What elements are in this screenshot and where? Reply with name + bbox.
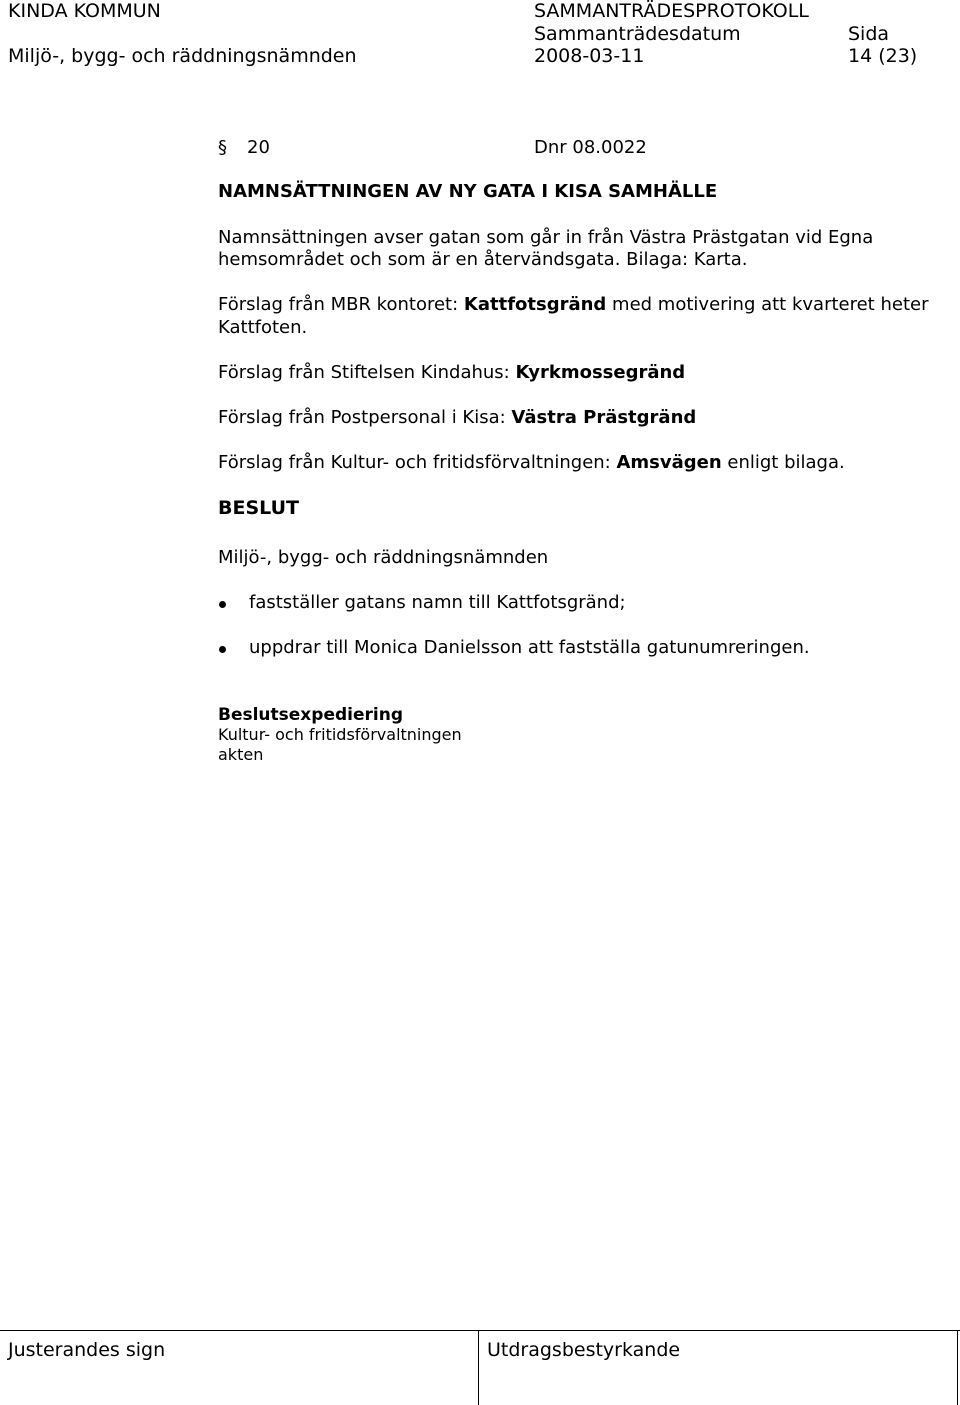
- proposal-kultur: [218, 454, 845, 472]
- proposal-prefix: Förslag från Kultur- och fritidsförvaltningen:: [218, 452, 617, 473]
- proposal-name: Kyrkmossegränd: [515, 362, 686, 383]
- bullet-icon: [219, 601, 226, 608]
- proposal-prefix: Förslag från Stiftelsen Kindahus:: [218, 362, 516, 383]
- certification-label: Utdragsbestyrkande: [487, 1339, 681, 1361]
- signature-footer: [0, 1330, 960, 1405]
- org-name: KINDA KOMMUN: [8, 0, 161, 22]
- proposal-kindahus: [218, 364, 685, 382]
- proposal-name: Kattfotsgränd: [463, 294, 607, 315]
- proposal-suffix: enligt bilaga.: [721, 452, 845, 473]
- decision-body: Miljö-, bygg- och räddningsnämnden: [218, 547, 549, 568]
- certification-box: [479, 1331, 958, 1405]
- proposal-suffix: med motivering att kvarteret heter: [606, 294, 929, 315]
- proposal-prefix: Förslag från MBR kontoret:: [218, 294, 464, 315]
- initials-box: [0, 1331, 479, 1405]
- proposal-prefix: Förslag från Postpersonal i Kisa:: [218, 407, 512, 428]
- proposal-postpersonal: [218, 409, 696, 427]
- page-number: 14 (23): [848, 45, 918, 67]
- proposal-mbr-line-2: Kattfoten.: [218, 317, 308, 338]
- proposal-name: Västra Prästgränd: [511, 407, 697, 428]
- case-title: NAMNSÄTTNINGEN AV NY GATA I KISA SAMHÄLLE: [218, 181, 718, 202]
- document-type: SAMMANTRÄDESPROTOKOLL: [534, 0, 809, 22]
- intro-line-2: hemsområdet och som är en återvändsgata. Bilaga: Karta.: [218, 249, 748, 270]
- meeting-date: 2008-03-11: [534, 45, 645, 67]
- page-label: Sida: [848, 23, 890, 45]
- expedition-recipient: akten: [218, 745, 264, 764]
- diary-number: Dnr 08.0022: [534, 137, 647, 158]
- paragraph-symbol: §: [218, 137, 227, 158]
- expedition-recipient: Kultur- och fritidsförvaltningen: [218, 725, 462, 744]
- decision-item: uppdrar till Monica Danielsson att fastställa gatunumreringen.: [249, 637, 810, 658]
- decision-item: fastställer gatans namn till Kattfotsgränd;: [249, 592, 626, 613]
- initials-label: Justerandes sign: [8, 1339, 166, 1361]
- date-label: Sammanträdesdatum: [534, 23, 741, 45]
- decision-heading: BESLUT: [218, 497, 299, 519]
- committee-name: Miljö-, bygg- och räddningsnämnden: [8, 45, 357, 67]
- intro-line-1: Namnsättningen avser gatan som går in från Västra Prästgatan vid Egna: [218, 227, 874, 248]
- bullet-icon: [219, 646, 226, 653]
- proposal-mbr: [218, 296, 928, 314]
- paragraph-number: 20: [247, 137, 270, 158]
- proposal-name: Amsvägen: [616, 452, 722, 473]
- expedition-heading: Beslutsexpediering: [218, 705, 403, 725]
